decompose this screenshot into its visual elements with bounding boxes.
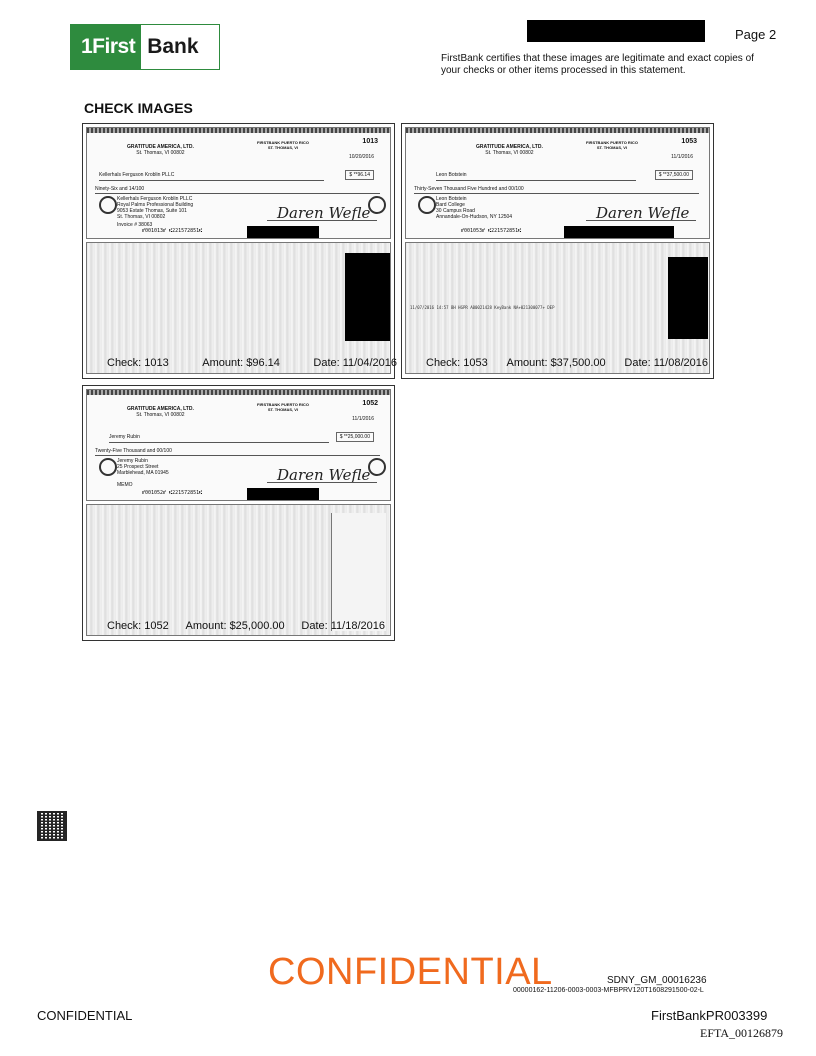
redaction-micr <box>247 226 319 239</box>
payee: Leon Botstein <box>436 172 636 181</box>
page-number: Page 2 <box>735 27 777 42</box>
check-image-1013 <box>82 123 395 379</box>
signature-icon: Daren Wefle <box>277 466 371 484</box>
check-image-1053 <box>401 123 714 379</box>
amount-words: Ninety-Six and 14/100 <box>95 186 380 194</box>
memo: Invoice # 38063 <box>117 222 153 228</box>
amount-box: $ **96.14 <box>345 170 374 180</box>
micr-line: ⑈001052⑈ ⑆221572851⑆ <box>142 490 203 496</box>
efta-number: EFTA_00126879 <box>700 1026 784 1040</box>
check-date: 10/20/2016 <box>348 154 374 160</box>
logo-white-part: Bank <box>141 25 204 69</box>
bates-number: FirstBankPR003399 <box>651 1008 768 1023</box>
bank-name: FIRSTBANK PUERTO RICO ST. THOMAS, VI <box>257 402 309 412</box>
check-front <box>405 127 710 239</box>
redaction-micr <box>564 226 674 239</box>
endorsement-stamp: 11/07/2016 14:57 BH HGPR A00021428 KeyBank NA+021300077+ DEP <box>410 305 555 310</box>
payer: GRATITUDE AMERICA, LTD. St. Thomas, VI 00802 <box>127 144 194 156</box>
check-ring-icon <box>99 196 117 214</box>
check-back <box>86 242 391 374</box>
logo-green-part: 1First <box>71 25 141 69</box>
payee-address: Kellerhals Ferguson Kroblin PLLC Royal Palms Professional Building 9053 Estate Thomas, Suite 101 St. Thomas, VI 00802 Invoice # 38063 <box>117 196 194 228</box>
check-ring-icon <box>368 196 386 214</box>
certification-text: FirstBank certifies that these images are legitimate and exact copies of your checks or other items processed in this statement. <box>441 53 754 76</box>
payee: Jeremy Rubin <box>109 434 329 443</box>
amount-words: Twenty-Five Thousand and 00/100 <box>95 448 380 456</box>
check-caption-1013: Check: 1013 Amount: $96.14 Date: 11/04/2016 <box>107 357 397 369</box>
redaction-micr <box>247 488 319 501</box>
check-number: 1052 <box>362 400 378 407</box>
confidential-label: CONFIDENTIAL <box>37 1008 133 1023</box>
check-front <box>86 127 391 239</box>
check-ring-icon <box>418 196 436 214</box>
payee-address: Leon Botstein Bard College 30 Campus Road Annandale-On-Hudson, NY 12504 <box>436 196 513 220</box>
amount-words: Thirty-Seven Thousand Five Hundred and 00/100 <box>414 186 699 194</box>
bank-name: FIRSTBANK PUERTO RICO ST. THOMAS, VI <box>257 140 309 150</box>
micr-line: ⑈001013⑈ ⑆221572851⑆ <box>142 228 203 234</box>
redaction-back <box>668 257 708 339</box>
micr-line: ⑈001053⑈ ⑆221572851⑆ <box>461 228 522 234</box>
signature-icon: Daren Wefle <box>277 204 371 222</box>
check-image-1052 <box>82 385 395 641</box>
check-caption-1052: Check: 1052 Amount: $25,000.00 Date: 11/18/2016 <box>107 620 385 632</box>
check-caption-1053: Check: 1053 Amount: $37,500.00 Date: 11/08/2016 <box>426 357 708 369</box>
check-ring-icon <box>368 458 386 476</box>
check-ring-icon <box>99 458 117 476</box>
memo: MEMO <box>117 482 133 488</box>
payer: GRATITUDE AMERICA, LTD. St. Thomas, VI 00802 <box>127 406 194 418</box>
qr-code-icon <box>37 811 67 841</box>
check-number: 1013 <box>362 138 378 145</box>
endorsement-signature-icon <box>331 513 386 631</box>
bank-name: FIRSTBANK PUERTO RICO ST. THOMAS, VI <box>586 140 638 150</box>
check-date: 11/1/2016 <box>671 154 693 160</box>
check-front <box>86 389 391 501</box>
firstbank-logo <box>70 24 220 70</box>
check-back <box>405 242 710 374</box>
confidential-stamp: CONFIDENTIAL <box>268 951 553 993</box>
payee-address: Jeremy Rubin 25 Prospect Street Marblehead, MA 01945 MEMO <box>117 458 169 488</box>
sdny-sub-id: 00000162-11206-0003-0003-MFBPRV120T1608291500-02-L <box>513 987 704 994</box>
amount-box: $ **25,000.00 <box>336 432 374 442</box>
section-title: CHECK IMAGES <box>84 100 193 116</box>
check-back <box>86 504 391 636</box>
redaction-header <box>527 20 705 42</box>
signature-icon: Daren Wefle <box>596 204 690 222</box>
check-date: 11/1/2016 <box>352 416 374 422</box>
payer: GRATITUDE AMERICA, LTD. St. Thomas, VI 00802 <box>476 144 543 156</box>
sdny-id: SDNY_GM_00016236 <box>607 975 707 986</box>
redaction-back <box>345 253 391 341</box>
check-number: 1053 <box>681 138 697 145</box>
amount-box: $ **37,500.00 <box>655 170 693 180</box>
payee: Kellerhals Ferguson Kroblin PLLC <box>99 172 324 181</box>
